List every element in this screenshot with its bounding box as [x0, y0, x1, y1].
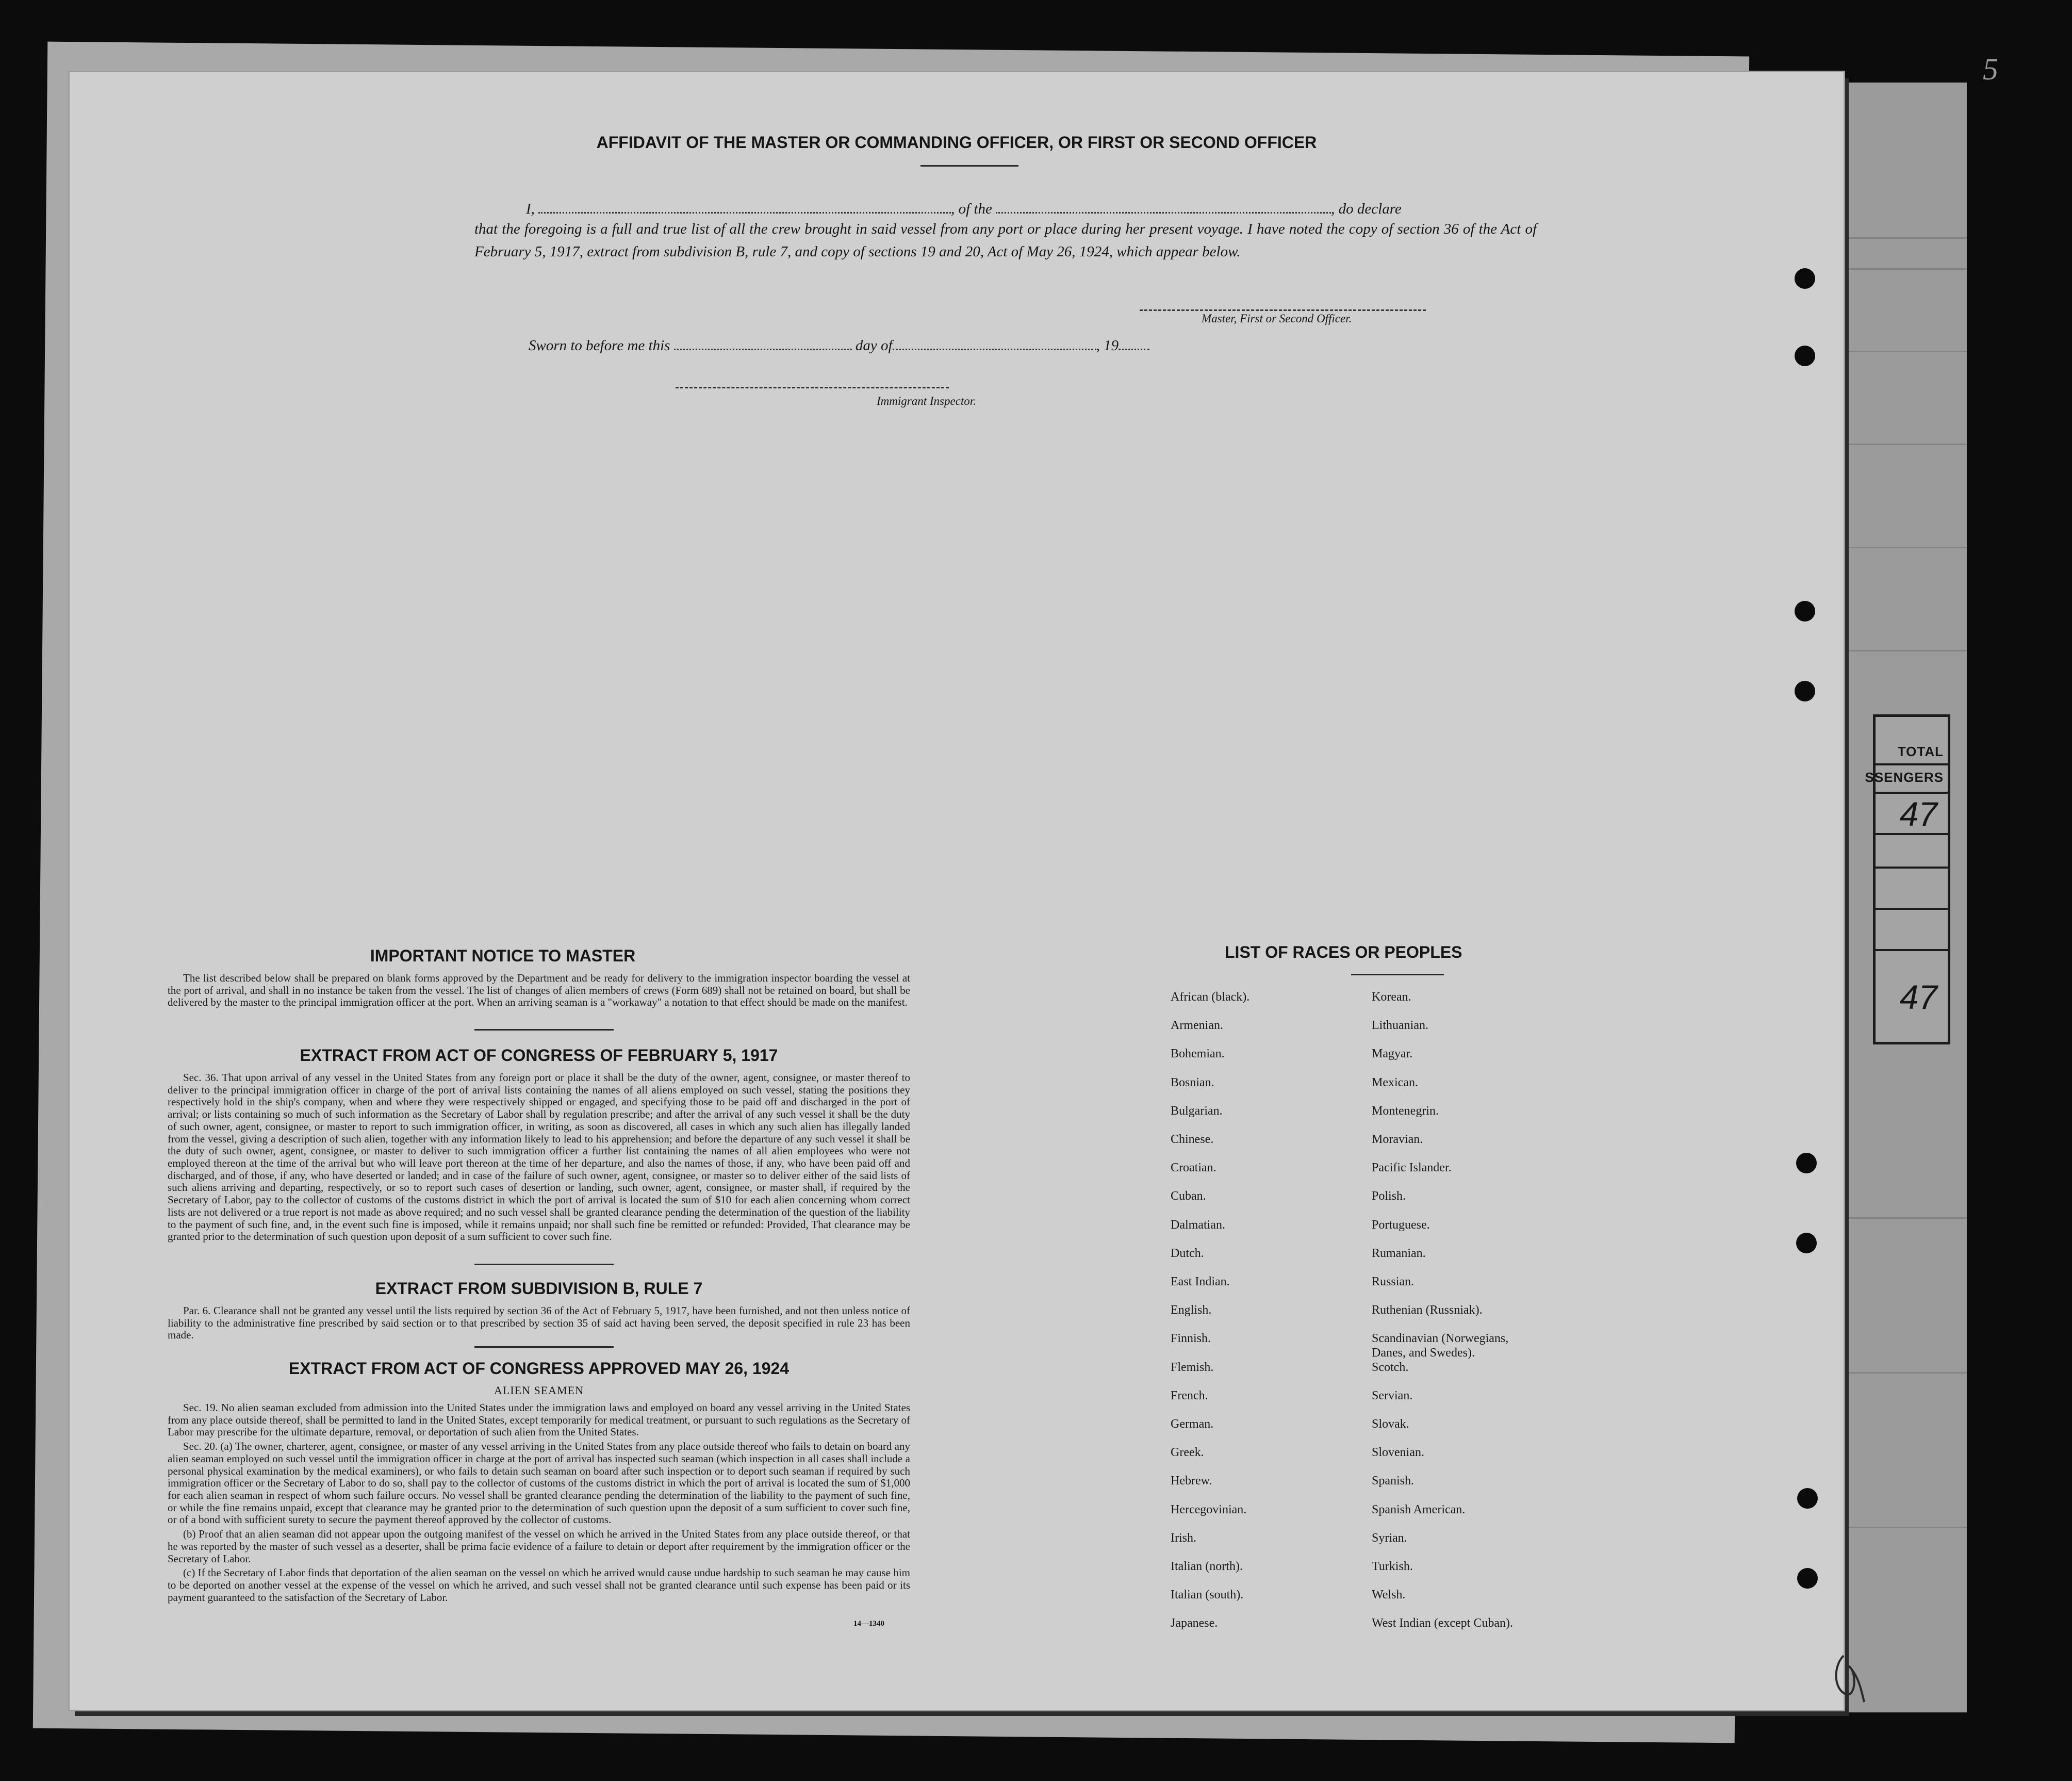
- race-item: Ruthenian (Russniak).: [1372, 1303, 1483, 1317]
- declaration-paragraph: that the foregoing is a full and true list of all the crew brought in said vessel from any port or place during her present voyage. I have noted the copy of section 36 of the Act of February 5, 1917, extract from subdivision B, rule 7, and copy of sections 19 and 20, Act of May 26, 1924, which appear below.: [474, 221, 1537, 260]
- total-label: TOTAL: [1897, 744, 1944, 759]
- declaration-end: , do declare: [1331, 201, 1402, 217]
- sworn-year: , 19: [1096, 337, 1119, 354]
- divider: [474, 1264, 614, 1265]
- declaration-i: I,: [526, 201, 535, 217]
- affidavit-title: AFFIDAVIT OF THE MASTER OR COMMANDING OFFICER, OR FIRST OR SECOND OFFICER: [596, 133, 1317, 152]
- extract-1924-body: [168, 1402, 910, 1606]
- race-item: Spanish.: [1372, 1474, 1415, 1488]
- sworn-day-field[interactable]: [674, 335, 852, 350]
- section-20b-text: (b) Proof that an alien seaman did not appear upon the outgoing manifest of the vessel on which he arrived in the United States from any place outside thereof, or that he was reported by the master of such vessel as a deserter, shall be prima facie evidence of a failure to detain or deport after requirement by the immigration officer or the Secretary of Labor.: [168, 1528, 910, 1565]
- race-item: Syrian.: [1372, 1531, 1407, 1545]
- punch-hole: [1795, 681, 1815, 701]
- race-item: Cuban.: [1171, 1189, 1206, 1203]
- race-item: Montenegrin.: [1372, 1104, 1439, 1118]
- master-signature-line[interactable]: [1140, 309, 1426, 311]
- race-item: German.: [1171, 1417, 1214, 1431]
- punch-hole: [1797, 1568, 1818, 1589]
- extract-1924-title: EXTRACT FROM ACT OF CONGRESS APPROVED MAY 26, 1924: [288, 1359, 790, 1378]
- race-item: Korean.: [1372, 990, 1411, 1004]
- sworn-year-field[interactable]: [1119, 335, 1149, 350]
- form-number: 14—1340: [853, 1620, 884, 1628]
- pencil-mark: [1828, 1651, 1869, 1707]
- inspector-signature-line[interactable]: [676, 387, 949, 388]
- passenger-total-box: [1865, 714, 1950, 1044]
- race-item: Flemish.: [1171, 1361, 1214, 1374]
- race-item: Polish.: [1372, 1189, 1406, 1203]
- race-item: French.: [1171, 1389, 1208, 1402]
- section-19-text: Sec. 19. No alien seaman excluded from admission into the United States under the immigration laws and employed on board any vessel arriving in the United States from any place outside thereof, shall be permitted to land in the United States, except temporarily for medical treatment, or pursuant to such regulations as the Secretary of Labor may prescribe for the ultimate departure, removal, or deportation of such alien from the United States.: [168, 1401, 910, 1439]
- race-item: Italian (north).: [1171, 1560, 1243, 1573]
- race-item: Lithuanian.: [1372, 1019, 1428, 1032]
- total-value-top: 47: [1899, 795, 1937, 833]
- race-item: Moravian.: [1372, 1133, 1423, 1146]
- race-item: Croatian.: [1171, 1161, 1216, 1174]
- corner-mark: 5: [1983, 52, 1998, 86]
- punch-hole: [1795, 346, 1815, 366]
- punch-hole: [1796, 1153, 1817, 1173]
- declaration-of-the: , of the: [951, 201, 992, 217]
- sworn-line: [529, 335, 1149, 354]
- race-item: Japanese.: [1171, 1616, 1218, 1630]
- race-item: Servian.: [1372, 1389, 1413, 1402]
- race-item: Pacific Islander.: [1372, 1161, 1452, 1174]
- race-item: Spanish American.: [1372, 1503, 1466, 1516]
- alien-seamen-subtitle: ALIEN SEAMEN: [494, 1384, 584, 1397]
- races-title: LIST OF RACES OR PEOPLES: [1225, 943, 1462, 961]
- punch-hole: [1797, 1488, 1818, 1509]
- notice-body: [168, 972, 910, 1011]
- section-20a-text: Sec. 20. (a) The owner, charterer, agent, consignee, or master of any vessel arriving in the United States from any place outside thereof who fails to detain on board any alien seaman employed on such vessel until the immigration officer in charge at the port of arrival has inspected such seaman (which inspection in all cases shall include a personal physical examination by the medical examiners), or who fails to detain such seaman on board after such inspection or to deport such seaman if required by such immigration officer or the Secretary of Labor to do so, shall pay to the collector of customs of the customs district in which the port of arrival is located the sum of $1,000 for each alien seaman in respect of whom such failure occurs. No vessel shall be granted clearance pending the determination of the liability to the payment of such fine, or while the fine remains unpaid, except that clearance may be granted prior to the determination of such question upon the deposit of a sum sufficient to cover such fine, or of a bond with sufficient surety to secure the payment thereof approved by the collector of customs.: [168, 1440, 910, 1526]
- rule-7-body: [168, 1305, 910, 1344]
- divider: [474, 1029, 614, 1031]
- race-item: Slovak.: [1372, 1417, 1409, 1431]
- extract-1917-body: [168, 1072, 910, 1245]
- race-item: Scotch.: [1372, 1361, 1409, 1374]
- race-item: Italian (south).: [1171, 1588, 1244, 1602]
- race-item: Hercegovinian.: [1171, 1503, 1247, 1516]
- race-item: English.: [1171, 1303, 1212, 1317]
- race-item: Mexican.: [1372, 1076, 1418, 1089]
- race-item: Russian.: [1372, 1275, 1415, 1288]
- race-item: Irish.: [1171, 1531, 1196, 1545]
- divider: [1351, 974, 1444, 975]
- inspector-signature-label: Immigrant Inspector.: [877, 395, 976, 407]
- race-item: Finnish.: [1171, 1332, 1211, 1345]
- section-36-text: Sec. 36. That upon arrival of any vessel in the United States from any foreign port or place it shall be the duty of the owner, agent, consignee, or master thereof to deliver to the principal immigration officer in charge of the port of arrival lists containing the names of all aliens employed on such vessel, stating the positions they respectively hold in the ship's company, when and where they were respectively shipped or engaged, and specifying those to be paid off and discharged in the port of arrival; or lists containing so much of such information as the Secretary of Labor shall by regulation prescribe; and after the arrival of any such vessel it shall be the duty of such owner, agent, consignee, or master to report to such immigration officer, in writing, as soon as discovered, all cases in which any such alien has illegally landed from the vessel, giving a description of such alien, together with any information likely to lead to his apprehension; and before the departure of any such vessel it shall be the duty of such owner, agent, consignee, or master to deliver to such immigration officer a further list containing the names of all alien employees who were not employed thereon at the time of the arrival but who will leave port thereon at the time of her departure, and also the names of those, if any, who have been paid off and discharged, and of those, if any, who have deserted or landed; and in case of the failure of such owner, agent, consignee, or master so to deliver either of the said lists of such aliens arriving and departing, respectively, or so to report such cases of desertion or landing, such owner, agent, consignee, or master shall, if required by the Secretary of Labor, pay to the collector of customs of the customs district in which the port of arrival is located the sum of $10 for each alien concerning whom correct lists are not delivered or a true report is not made as above required; and no such vessel shall be granted clearance pending the determination of the question of the liability to the payment of such fine, and, in the event such fine is imposed, while it remains unpaid; nor shall such fine be remitted or refunded: Provided, That clearance may be granted prior to the determination of such question upon deposit of a sum sufficient to cover such fine.: [168, 1071, 910, 1243]
- race-item: African (black).: [1171, 990, 1250, 1004]
- race-item: Dutch.: [1171, 1247, 1204, 1260]
- punch-hole: [1795, 601, 1815, 622]
- punch-hole: [1795, 268, 1815, 289]
- race-item: Magyar.: [1372, 1047, 1413, 1060]
- punch-hole: [1796, 1233, 1817, 1253]
- race-item: West Indian (except Cuban).: [1372, 1616, 1513, 1630]
- passengers-label: SSENGERS: [1865, 770, 1944, 785]
- race-item: Rumanian.: [1372, 1247, 1426, 1260]
- race-item: Greek.: [1171, 1446, 1204, 1459]
- races-list: [1171, 990, 1635, 1707]
- name-field[interactable]: [538, 199, 951, 214]
- race-item: Bohemian.: [1171, 1047, 1225, 1060]
- race-item: Portuguese.: [1372, 1218, 1430, 1232]
- race-item: Armenian.: [1171, 1019, 1223, 1032]
- vessel-field[interactable]: [996, 199, 1331, 214]
- sworn-day-of: day of: [855, 337, 893, 354]
- notice-text: The list described below shall be prepared on blank forms approved by the Department and be ready for delivery to the immigration inspector boarding the vessel at the port of arrival, and shall in no instance be taken from the vessel. The list of changes of alien members of crews (Form 689) shall not be retained on board, but shall be delivered by the master to the principal immigration officer at the port. When an arriving seaman is a "workaway" a notation to that effect should be made on the manifest.: [168, 972, 910, 1009]
- sworn-month-field[interactable]: [893, 335, 1096, 350]
- race-item: Welsh.: [1372, 1588, 1406, 1602]
- section-20c-text: (c) If the Secretary of Labor finds that deportation of the alien seaman on the vessel on which he arrived would cause undue hardship to such seaman he may cause him to be deported on another vessel at the expense of the vessel on which he arrived, and such vessel shall not be granted clearance until such expense has been paid or its payment guaranteed to the satisfaction of the Secretary of Labor.: [168, 1566, 910, 1604]
- race-item: Hebrew.: [1171, 1474, 1212, 1488]
- sworn-text: Sworn to before me this: [529, 337, 670, 354]
- race-item: Scandinavian (Norwegians, Danes, and Swedes).: [1372, 1332, 1509, 1360]
- race-item: Chinese.: [1171, 1133, 1214, 1146]
- rule-7-text: Par. 6. Clearance shall not be granted any vessel until the lists required by section 36 of the Act of February 5, 1917, have been furnished, and not then unless notice of liability to the administrative fine prescribed by said section or to that prescribed by section 35 of said act having been served, the deposit specified in rule 23 has been made.: [168, 1304, 910, 1342]
- race-item: East Indian.: [1171, 1275, 1230, 1288]
- notice-title: IMPORTANT NOTICE TO MASTER: [370, 946, 636, 965]
- rule-7-title: EXTRACT FROM SUBDIVISION B, RULE 7: [375, 1279, 703, 1298]
- race-item: Slovenian.: [1372, 1446, 1424, 1459]
- total-value-bottom: 47: [1899, 978, 1937, 1016]
- extract-1917-title: EXTRACT FROM ACT OF CONGRESS OF FEBRUARY 5, 1917: [300, 1046, 778, 1065]
- race-item: Dalmatian.: [1171, 1218, 1225, 1232]
- declaration-line: [526, 199, 1532, 218]
- divider: [474, 1346, 614, 1348]
- race-item: Bulgarian.: [1171, 1104, 1223, 1118]
- divider: [920, 165, 1018, 167]
- race-item: Turkish.: [1372, 1560, 1413, 1573]
- affidavit-page: [70, 72, 1844, 1710]
- race-item: Bosnian.: [1171, 1076, 1214, 1089]
- master-signature-label: Master, First or Second Officer.: [1202, 312, 1352, 325]
